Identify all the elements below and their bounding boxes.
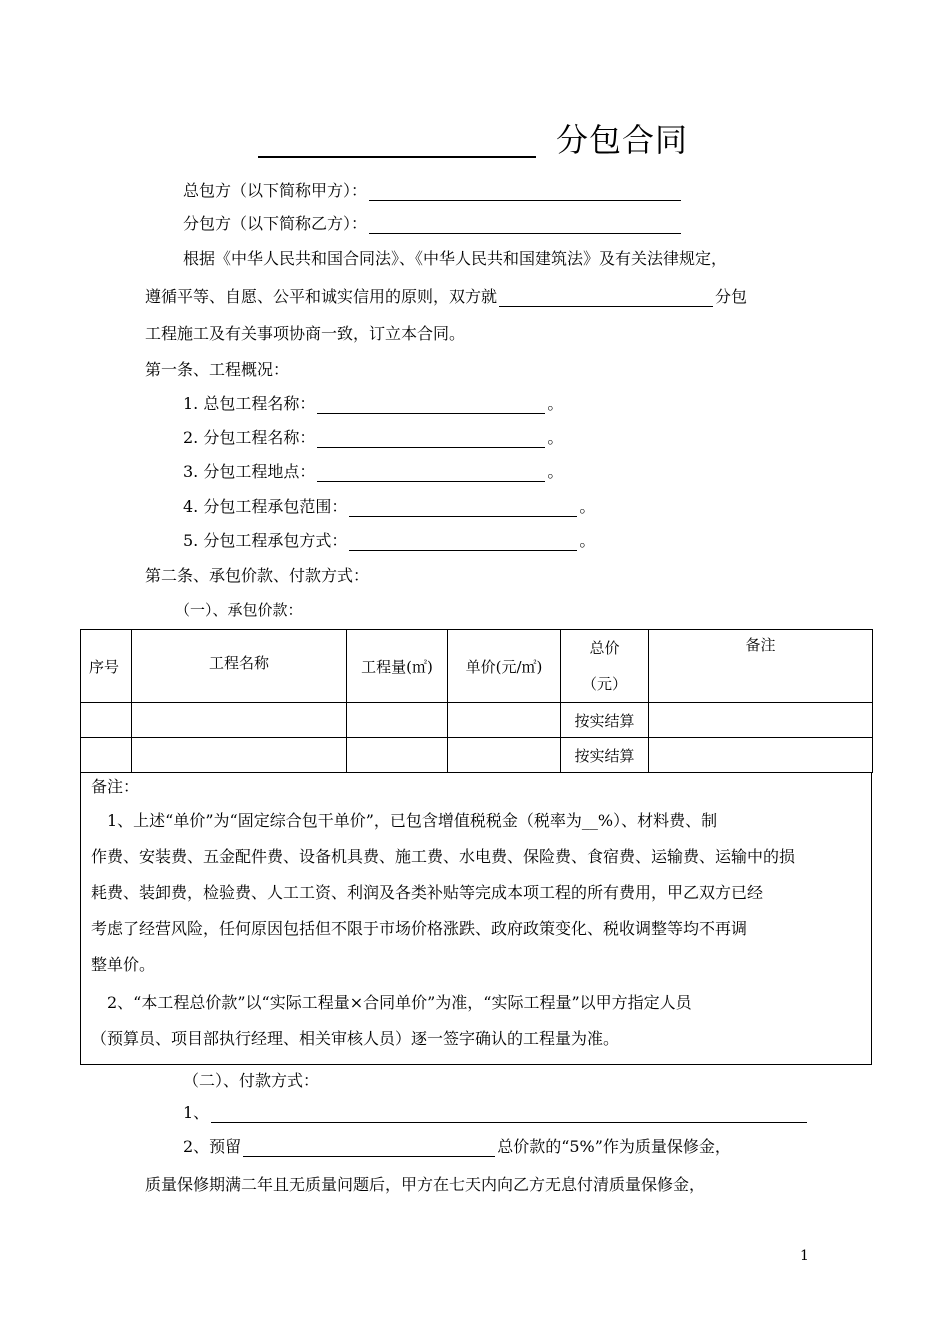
notes-line: 考虑了经营风险，任何原因包括但不限于市场价格涨跌、政府政策变化、税收调整等均不再调 bbox=[91, 919, 748, 938]
article-1-item-5 bbox=[183, 531, 595, 551]
general-contractor-label: 总包方（以下简称甲方）： bbox=[183, 181, 368, 200]
cell-name[interactable] bbox=[132, 738, 347, 773]
item-end: 。 bbox=[547, 462, 564, 481]
item-end: 。 bbox=[547, 428, 564, 447]
item-label: 4. 分包工程承包范围： bbox=[183, 497, 348, 516]
preamble-line-3: 工程施工及有关事项协商一致，订立本合同。 bbox=[145, 324, 466, 343]
general-project-name-field[interactable] bbox=[317, 397, 545, 414]
project-location-field[interactable] bbox=[317, 465, 545, 482]
payment-subheading: （二）、付款方式： bbox=[183, 1071, 320, 1090]
payment-item-1-label: 1、 bbox=[183, 1103, 210, 1122]
item-end: 。 bbox=[579, 497, 596, 516]
item-label: 1. 总包工程名称： bbox=[183, 394, 316, 413]
item-end: 。 bbox=[547, 394, 564, 413]
table-row bbox=[81, 703, 873, 738]
cell-no[interactable] bbox=[81, 738, 132, 773]
article-1-item-1 bbox=[183, 394, 563, 414]
preamble-line-2-prefix: 遵循平等、自愿、公平和诚实信用的原则，双方就 bbox=[145, 287, 498, 306]
cell-quantity[interactable] bbox=[347, 738, 448, 773]
header-name: 工程名称 bbox=[132, 630, 347, 703]
notes-line: 1、上述“单价”为“固定综合包干单价”，已包含增值税税金（税率为__%）、材料费、制 bbox=[91, 811, 718, 830]
article-1-item-2 bbox=[183, 428, 563, 448]
subcontractor-label: 分包方（以下简称乙方）： bbox=[183, 214, 368, 233]
subcontract-project-field[interactable] bbox=[499, 290, 713, 307]
cell-total: 按实结算 bbox=[561, 703, 649, 738]
table-header-row bbox=[81, 630, 873, 703]
notes-label: 备注： bbox=[91, 777, 140, 796]
page-title: 分包合同 bbox=[556, 121, 689, 159]
notes-line: 整单价。 bbox=[91, 955, 156, 974]
preamble-line-2-suffix: 分包 bbox=[715, 287, 748, 306]
notes-line: （预算员、项目部执行经理、相关审核人员）逐一签字确认的工程量为准。 bbox=[91, 1029, 620, 1048]
item-end: 。 bbox=[579, 531, 596, 550]
page-number: 1 bbox=[800, 1248, 809, 1264]
cell-total: 按实结算 bbox=[561, 738, 649, 773]
notes-line: 2、“本工程总价款”以“实际工程量×合同单价”为准，“实际工程量”以甲方指定人员 bbox=[91, 993, 692, 1012]
cell-remark[interactable] bbox=[649, 703, 873, 738]
preamble-line-1: 根据《中华人民共和国合同法》、《中华人民共和国建筑法》及有关法律规定， bbox=[183, 249, 728, 268]
header-quantity: 工程量(㎡) bbox=[347, 630, 448, 703]
notes-line: 耗费、装卸费，检验费、人工工资、利润及各类补贴等完成本项工程的所有费用，甲乙双方已经 bbox=[91, 883, 764, 902]
header-no: 序号 bbox=[81, 630, 132, 703]
payment-item-2 bbox=[183, 1137, 731, 1157]
header-total-line-2: （元） bbox=[581, 675, 627, 693]
cell-name[interactable] bbox=[132, 703, 347, 738]
price-notes-box bbox=[80, 773, 872, 1065]
subcontractor-field[interactable] bbox=[369, 217, 681, 234]
item-label: 5. 分包工程承包方式： bbox=[183, 531, 348, 550]
article-1-item-3 bbox=[183, 462, 563, 482]
subcontract-project-name-field[interactable] bbox=[317, 431, 545, 448]
header-unit-price: 单价(元/㎡) bbox=[448, 630, 561, 703]
cell-unit-price[interactable] bbox=[448, 738, 561, 773]
retention-field[interactable] bbox=[243, 1140, 495, 1157]
title-blank-line[interactable] bbox=[258, 156, 536, 158]
preamble-line-2 bbox=[145, 287, 747, 307]
payment-item-2-prefix: 2、预留 bbox=[183, 1137, 242, 1156]
payment-item-2-suffix: 总价款的“5%”作为质量保修金， bbox=[497, 1137, 731, 1156]
article-1-item-4 bbox=[183, 497, 595, 517]
price-table bbox=[80, 629, 873, 773]
general-contractor-row bbox=[183, 181, 683, 201]
cell-quantity[interactable] bbox=[347, 703, 448, 738]
general-contractor-field[interactable] bbox=[369, 184, 681, 201]
cell-remark[interactable] bbox=[649, 738, 873, 773]
contract-price-subheading: （一）、承包价款： bbox=[175, 601, 303, 619]
contract-scope-field[interactable] bbox=[349, 500, 577, 517]
contract-method-field[interactable] bbox=[349, 534, 577, 551]
header-total-line-1: 总价 bbox=[589, 639, 620, 657]
payment-item-1-field[interactable] bbox=[211, 1106, 807, 1123]
item-label: 3. 分包工程地点： bbox=[183, 462, 316, 481]
payment-item-2-line-2: 质量保修期满二年且无质量问题后，甲方在七天内向乙方无息付清质量保修金， bbox=[145, 1175, 706, 1194]
notes-line: 作费、安装费、五金配件费、设备机具费、施工费、水电费、保险费、食宿费、运输费、运输中的损 bbox=[91, 847, 796, 866]
header-remark: 备注 bbox=[649, 630, 873, 703]
table-row bbox=[81, 738, 873, 773]
header-total bbox=[561, 630, 649, 703]
payment-item-1 bbox=[183, 1103, 809, 1123]
cell-no[interactable] bbox=[81, 703, 132, 738]
cell-unit-price[interactable] bbox=[448, 703, 561, 738]
article-1-heading: 第一条、工程概况： bbox=[145, 360, 290, 379]
subcontractor-row bbox=[183, 214, 683, 234]
item-label: 2. 分包工程名称： bbox=[183, 428, 316, 447]
article-2-heading: 第二条、承包价款、付款方式： bbox=[145, 566, 370, 585]
